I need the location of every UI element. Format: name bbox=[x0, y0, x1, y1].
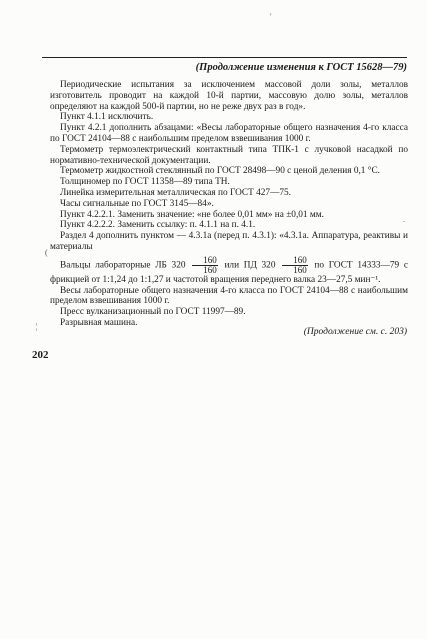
paragraph: Часы сигнальные по ГОСТ 3145—84». bbox=[60, 198, 214, 209]
fraction bbox=[282, 256, 308, 275]
page-number: 202 bbox=[32, 349, 49, 361]
fraction-denominator: 160 bbox=[203, 264, 217, 275]
fraction bbox=[192, 256, 218, 275]
paragraph: Термометр жидкостной стеклянный по ГОСТ 28498—90 с ценой деления 0,1 °С. bbox=[60, 166, 381, 177]
paragraph: Пресс вулканизационный по ГОСТ 11997—89. bbox=[60, 307, 246, 318]
running-header: (Продолжение изменения к ГОСТ 15628—79) bbox=[195, 62, 407, 73]
paragraph: Разрывная машина. bbox=[60, 317, 138, 328]
fraction-numerator: 160 bbox=[192, 256, 218, 266]
paragraph: Периодические испытания за исключением массовой доли золы, металлов изготовитель проводит на каждой 10-й партии, массовую долю золы, металлов определяют на каждой 500-й партии, но не реже двух раз в год». bbox=[50, 80, 408, 112]
scan-speck: ( bbox=[45, 248, 48, 257]
header-rule bbox=[42, 57, 407, 58]
paragraph: Линейка измерительная металлическая по ГОСТ 427—75. bbox=[60, 187, 292, 198]
paragraph: Термометр термоэлектрический контактный типа ТПК-1 с лучковой насадкой по нормативно-технической документации. bbox=[50, 144, 408, 166]
paragraph: Раздел 4 дополнить пунктом — 4.3.1а (перед п. 4.3.1): «4.3.1а. Аппаратура, реактивы и материалы bbox=[50, 231, 408, 252]
fraction-denominator: 160 bbox=[293, 264, 307, 275]
document-body bbox=[50, 80, 408, 329]
fraction-numerator: 160 bbox=[282, 256, 308, 266]
scan-speck: ' bbox=[270, 12, 272, 21]
rollers-suffix: по ГОСТ 14333—79 с фрикцией от 1:1,24 до 1:1,27 и частотой вращения переднего валка 23—27,5 мин⁻¹. bbox=[50, 260, 408, 285]
scan-speck: ¦ bbox=[36, 322, 38, 331]
paragraph: Пункт 4.1.1 исключить. bbox=[60, 112, 154, 123]
paragraph: Пункт 4.2.1 дополнить абзацами: «Весы лабораторные общего назначения 4-го класса по ГОСТ 24104—88 с наибольшим пределом взвешивания 1000 г. bbox=[50, 123, 408, 144]
scan-speck: . bbox=[403, 215, 405, 224]
continuation-note: (Продолжение см. с. 203) bbox=[303, 327, 407, 337]
rollers-paragraph bbox=[50, 256, 408, 286]
rollers-prefix: Вальцы лабораторные ЛБ 320 bbox=[60, 260, 186, 271]
paragraph: Толщиномер по ГОСТ 11358—89 типа ТН. bbox=[60, 177, 230, 188]
paragraph: Пункт 4.2.2.1. Заменить значение: «не более 0,01 мм» на ±0,01 мм. bbox=[60, 209, 324, 220]
paragraph: Весы лабораторные общего назначения 4-го класса по ГОСТ 24104—88 с наибольшим пределом взвешивания 1000 г. bbox=[50, 285, 408, 307]
paragraph: Пункт 4.2.2.2. Заменить ссылку: п. 4.1.1 на п. 4.1. bbox=[60, 220, 256, 231]
rollers-middle: или ПД 320 bbox=[224, 260, 276, 271]
